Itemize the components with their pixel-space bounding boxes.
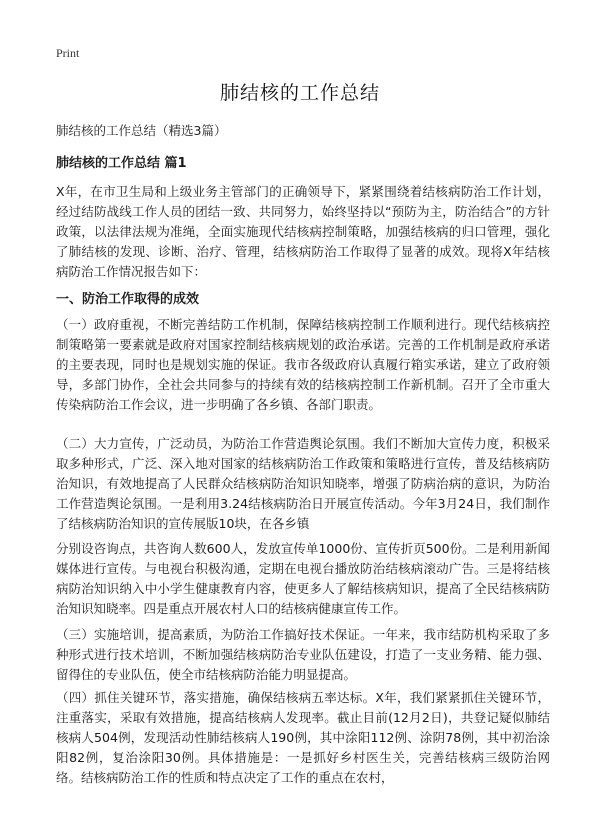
paragraph-publicity: （二）大力宣传，广泛动员，为防治工作营造舆论氛围。我们不断加大宣传力度，积极采取多种形式，广泛、深入地对国家的结核病防治工作政策和策略进行宣传，普及结核病防治知识，有效地提高了人民群众结核病防治知识知晓率，增强了防病治病的意识，为防治工作营造舆论氛围。一是利用3.24结核病防治日开展宣传活动。今年3月24日，我们制作了结核病防治知识的宣传展版10块，在各乡镇 [56, 436, 550, 531]
intro-paragraph: X年，在市卫生局和上级业务主管部门的正确领导下，紧紧围绕着结核病防治工作计划，经过结防战线工作人员的团结一致、共同努力，始终坚持以“预防为主，防治结合”的方针政策，以法律法规为准绳，全面实施现代结核病控制策略，加强结核病的归口管理，强化了肺结核的发现、诊断、治疗、管理，结核病防治工作取得了显著的成效。现将X年结核病防治工作情况报告如下： [56, 184, 550, 279]
paragraph-key-measures: （四）抓住关键环节，落实措施，确保结核病五率达标。X年，我们紧紧抓住关键环节，注重落实，采取有效措施，提高结核病人发现率。截止目前(12月2日)，共登记疑似肺结核病人504例，发现活动性肺结核病人190例，其中涂阳112例、涂阴78例，其中初治涂阳82例，复治涂阳30例。具体措施是：一是抓好乡村医生关，完善结核病三级防治网络。结核病防治工作的性质和特点决定了工作的重点在农村， [56, 690, 550, 785]
heading-achievements: 一、防治工作取得的成效 [56, 292, 200, 307]
section-title: 肺结核的工作总结 篇1 [56, 156, 187, 171]
document-subtitle: 肺结核的工作总结（精选3篇） [56, 123, 227, 138]
page-title: 肺结核的工作总结 [219, 82, 380, 104]
paragraph-training: （三）实施培训，提高素质，为防治工作搞好技术保证。一年来，我市结防机构采取了多种形式进行技术培训，不断加强结核病防治专业队伍建设，打造了一支业务精、能力强、留得住的专业队伍，使全市结核病防治能力明显提高。 [56, 627, 550, 682]
paragraph-government: （一）政府重视，不断完善结防工作机制，保障结核病控制工作顺利进行。现代结核病控制策略第一要素就是政府对国家控制结核病规划的政治承诺。完善的工作机制是政府承诺的主要表现，同时也是规划实施的保证。我市各级政府认真履行箱实承诺，建立了政府领导，多部门协作，全社会共同参与的持续有效的结核病控制工作新机制。召开了全市重大传染病防治工作会议，进一步明确了各乡镇、各部门职责。 [56, 317, 550, 412]
print-label: Print [56, 46, 80, 60]
paragraph-publicity-continued: 分别设咨询点，共咨询人数600人，发放宣传单1000份、宣传折页500份。二是利用新闻媒体进行宣传。与电视台积极沟通，定期在电视台播放防治结核病滚动广告。三是将结核病防治知识纳入中小学生健康教育内容，使更多人了解结核病知识，提高了全民结核病防治知识知晓率。四是重点开展农村人口的结核病健康宣传工作。 [56, 541, 550, 616]
